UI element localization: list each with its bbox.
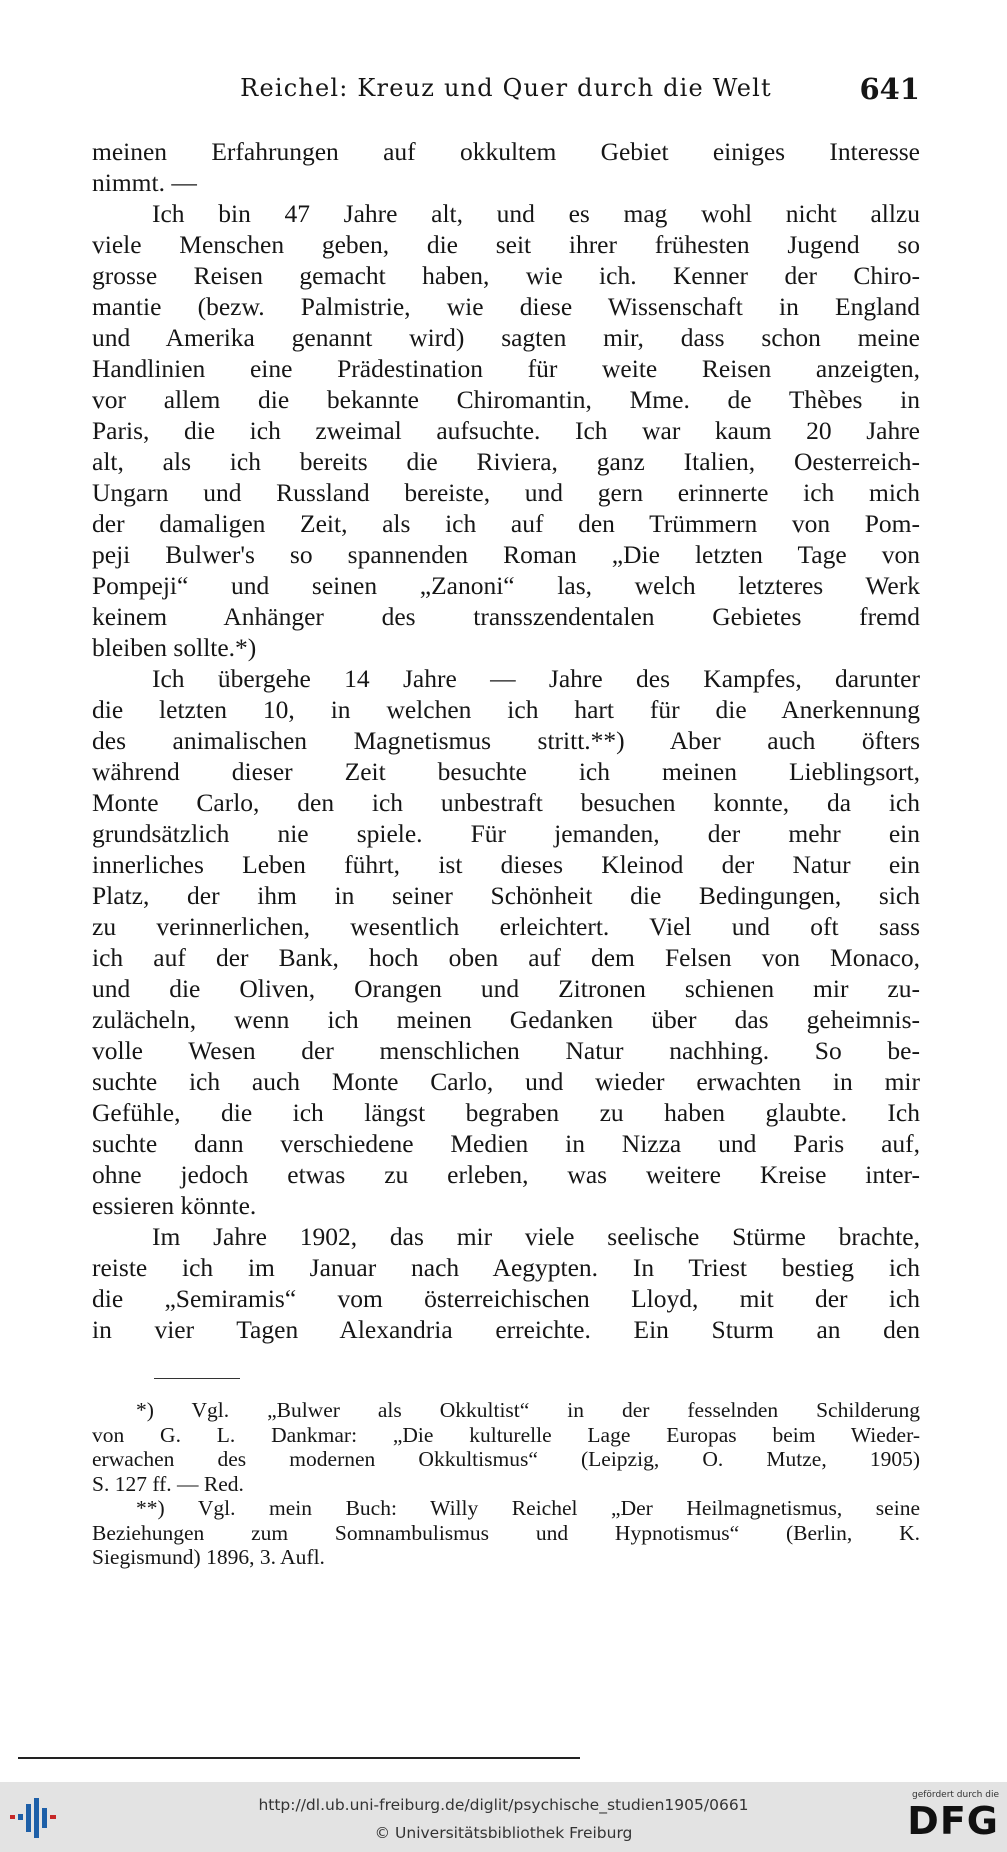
footnote-line: erwachen des modernen Okkultismus“ (Leipzig, O. Mutze, 1905) xyxy=(92,1447,920,1471)
text-line: Gefühle, die ich längst begraben zu haben glaubte. Ich xyxy=(92,1098,920,1127)
footnote-line: Beziehungen zum Somnambulismus und Hypnotismus“ (Berlin, K. xyxy=(92,1520,920,1545)
text-line: die letzten 10, in welchen ich hart für die Anerkennung xyxy=(92,695,920,724)
text-line: nimmt. — xyxy=(92,168,197,197)
dfg-logo[interactable] xyxy=(891,1790,999,1846)
footnote-separator xyxy=(154,1378,240,1379)
text-line: und Amerika genannt wird) sagten mir, dass schon meine xyxy=(92,323,920,352)
text-line: reiste ich im Januar nach Aegypten. In Triest bestieg ich xyxy=(92,1253,920,1282)
text-line: in vier Tagen Alexandria erreichte. Ein Sturm an den xyxy=(92,1315,920,1344)
text-line: der damaligen Zeit, als ich auf den Trümmern von Pom- xyxy=(92,509,920,538)
footnote-line: von G. L. Dankmar: „Die kulturelle Lage Europas beim Wieder- xyxy=(92,1422,920,1447)
text-line: Ich übergehe 14 Jahre — Jahre des Kampfes, darunter xyxy=(152,664,920,693)
dfg-logo-text: DFG xyxy=(907,1799,999,1843)
text-line: essieren könnte. xyxy=(92,1191,257,1220)
footnotes xyxy=(92,1398,920,1570)
footnote-line: *) Vgl. „Bulwer als Okkultist“ in der fesselnden Schilderung xyxy=(136,1398,920,1422)
text-line: meinen Erfahrungen auf okkultem Gebiet einiges Interesse xyxy=(92,137,920,166)
text-line: bleiben sollte.*) xyxy=(92,633,257,662)
text-line: während dieser Zeit besuchte ich meinen Lieblingsort, xyxy=(92,757,920,786)
text-line: zulächeln, wenn ich meinen Gedanken über das geheimnis- xyxy=(92,1005,920,1034)
running-title: Reichel: Kreuz und Quer durch die Welt xyxy=(240,74,772,102)
footnote-line: **) Vgl. mein Buch: Willy Reichel „Der Heilmagnetismus, seine xyxy=(136,1496,920,1520)
text-line: volle Wesen der menschlichen Natur nachhing. So be- xyxy=(92,1036,920,1065)
page-bottom-rule xyxy=(18,1757,580,1759)
footnote-line: S. 127 ff. — Red. xyxy=(92,1471,244,1496)
text-line: Monte Carlo, den ich unbestraft besuchen konnte, da ich xyxy=(92,788,920,817)
text-line: peji Bulwer's so spannenden Roman „Die letzten Tage von xyxy=(92,540,920,569)
text-line: des animalischen Magnetismus stritt.**) Aber auch öfters xyxy=(92,726,920,755)
text-line: alt, als ich bereits die Riviera, ganz Italien, Oesterreich- xyxy=(92,447,920,476)
text-line: suchte ich auch Monte Carlo, und wieder erwachten in mir xyxy=(92,1067,920,1096)
copyright-notice: © Universitätsbibliothek Freiburg xyxy=(374,1824,633,1842)
viewer-footer xyxy=(0,1782,1007,1852)
text-line: Handlinien eine Prädestination für weite Reisen anzeigten, xyxy=(92,354,920,383)
text-line: und die Oliven, Orangen und Zitronen schienen mir zu- xyxy=(92,974,920,1003)
text-line: Paris, die ich zweimal aufsuchte. Ich war kaum 20 Jahre xyxy=(92,416,920,445)
text-line: ohne jedoch etwas zu erleben, was weitere Kreise inter- xyxy=(92,1160,920,1189)
text-line: grosse Reisen gemacht haben, wie ich. Kenner der Chiro- xyxy=(92,261,920,290)
text-line: suchte dann verschiedene Medien in Nizza und Paris auf, xyxy=(92,1129,920,1158)
text-line: mantie (bezw. Palmistrie, wie diese Wissenschaft in England xyxy=(92,292,920,321)
source-url-link[interactable]: http://dl.ub.uni-freiburg.de/diglit/psychische_studien1905/0661 xyxy=(258,1796,749,1814)
text-line: innerliches Leben führt, ist dieses Kleinod der Natur ein xyxy=(92,850,920,879)
text-line: Im Jahre 1902, das mir viele seelische Stürme brachte, xyxy=(152,1222,920,1251)
text-line: ich auf der Bank, hoch oben auf dem Felsen von Monaco, xyxy=(92,943,920,972)
page-number: 641 xyxy=(859,72,920,106)
text-line: grundsätzlich nie spiele. Für jemanden, der mehr ein xyxy=(92,819,920,848)
main-text xyxy=(92,136,920,1345)
sponsor-note: gefördert durch die xyxy=(912,1790,999,1800)
text-line: Ich bin 47 Jahre alt, und es mag wohl nicht allzu xyxy=(152,199,920,228)
text-line: Ungarn und Russland bereiste, und gern erinnerte ich mich xyxy=(92,478,920,507)
text-line: Pompeji“ und seinen „Zanoni“ las, welch letzteres Werk xyxy=(92,571,920,600)
text-line: keinem Anhänger des transszendentalen Gebietes fremd xyxy=(92,602,920,631)
text-line: vor allem die bekannte Chiromantin, Mme. de Thèbes in xyxy=(92,385,920,414)
running-head xyxy=(92,72,920,112)
text-line: die „Semiramis“ vom österreichischen Lloyd, mit der ich xyxy=(92,1284,920,1313)
text-line: viele Menschen geben, die seit ihrer frühesten Jugend so xyxy=(92,230,920,259)
footnote-line: Siegismund) 1896, 3. Aufl. xyxy=(92,1545,325,1569)
text-line: Platz, der ihm in seiner Schönheit die Bedingungen, sich xyxy=(92,881,920,910)
text-line: zu verinnerlichen, wesentlich erleichtert. Viel und oft sass xyxy=(92,912,920,941)
